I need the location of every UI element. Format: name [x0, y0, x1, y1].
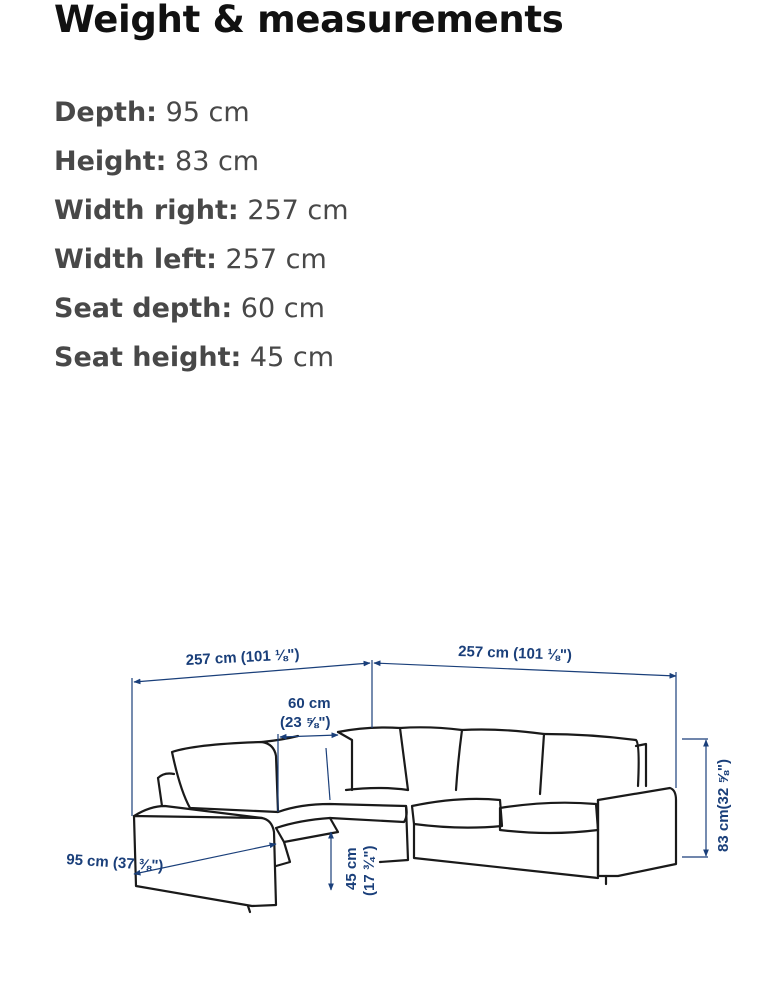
spec-seat-depth — [54, 284, 349, 333]
seat-depth-in-label: (23 ⅝") — [280, 714, 331, 731]
right-seat-cushion — [412, 799, 502, 828]
spec-width-right — [54, 186, 349, 235]
spec-height — [54, 137, 349, 186]
spec-depth — [54, 88, 349, 137]
left-seat-cushion — [276, 818, 338, 842]
spec-value: 257 cm — [225, 244, 327, 275]
seat-depth-cm-label: 60 cm — [288, 695, 331, 712]
spec-label: Seat depth: — [54, 293, 233, 324]
spec-value: 60 cm — [240, 293, 325, 324]
spec-label: Depth: — [54, 97, 157, 128]
dimension-lines — [132, 660, 708, 890]
spec-label: Seat height: — [54, 342, 242, 373]
depth-label: 95 cm (37 ⅜") — [65, 851, 164, 875]
spec-label: Width left: — [54, 244, 217, 275]
spec-list — [54, 88, 349, 382]
width-left-label: 257 cm (101 ⅛") — [185, 646, 300, 669]
page-title: Weight & measurements — [54, 0, 564, 41]
spec-seat-height — [54, 333, 349, 382]
sofa-dimension-diagram — [0, 600, 768, 940]
corner-sofa-drawing — [134, 727, 676, 912]
seat-height-in-label: (17 ¾") — [361, 845, 378, 896]
left-back-cushion — [172, 742, 278, 812]
spec-value: 95 cm — [165, 97, 250, 128]
spec-value: 257 cm — [247, 195, 349, 226]
width-right-label: 257 cm (101 ⅛") — [457, 643, 573, 664]
spec-value: 83 cm — [175, 146, 260, 177]
right-back-cushion — [400, 727, 462, 790]
spec-width-left — [54, 235, 349, 284]
spec-label: Width right: — [54, 195, 239, 226]
seat-height-cm-label: 45 cm — [343, 847, 360, 890]
spec-value: 45 cm — [249, 342, 335, 373]
right-armrest — [598, 788, 676, 876]
height-label: 83 cm(32 ⅝") — [715, 759, 732, 852]
spec-label: Height: — [54, 146, 167, 177]
